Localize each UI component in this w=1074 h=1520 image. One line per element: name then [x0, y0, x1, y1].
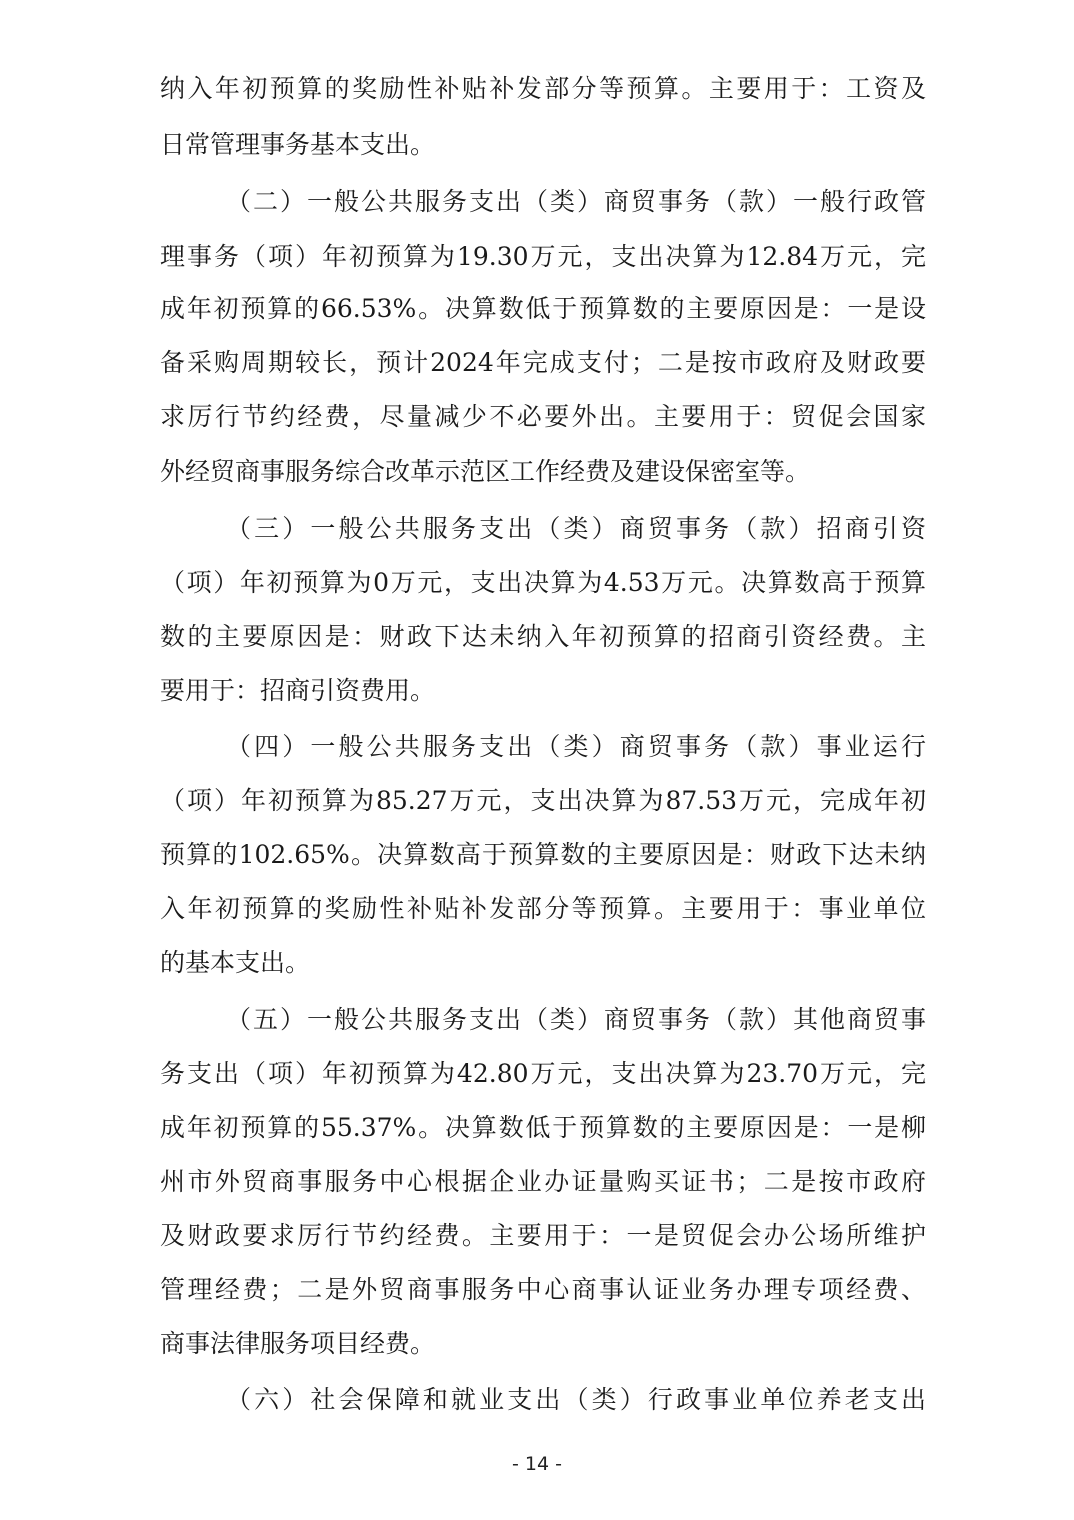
text-line: 理事务（项）年初预算为19.30万元，支出决算为12.84万元，完: [160, 242, 926, 271]
text-line: 入年初预算的奖励性补贴补发部分等预算。主要用于：事业单位: [160, 894, 926, 923]
text-line: 务支出（项）年初预算为42.80万元，支出决算为23.70万元，完: [160, 1059, 926, 1088]
text-line: 的基本支出。: [160, 948, 311, 977]
text-line: 成年初预算的55.37%。决算数低于预算数的主要原因是：一是柳: [160, 1113, 926, 1142]
text-line: 要用于：招商引资费用。: [160, 676, 436, 705]
text-line: 纳入年初预算的奖励性补贴补发部分等预算。主要用于：工资及: [160, 74, 926, 103]
page-number: - 14 -: [512, 1453, 562, 1475]
text-line: （二）一般公共服务支出（类）商贸事务（款）一般行政管: [226, 187, 926, 216]
text-line: 数的主要原因是：财政下达未纳入年初预算的招商引资经费。主: [160, 622, 926, 651]
text-line: （三）一般公共服务支出（类）商贸事务（款）招商引资: [226, 514, 926, 543]
text-line: （四）一般公共服务支出（类）商贸事务（款）事业运行: [226, 732, 926, 761]
text-line: 及财政要求厉行节约经费。主要用于：一是贸促会办公场所维护: [160, 1221, 926, 1250]
text-line: 成年初预算的66.53%。决算数低于预算数的主要原因是：一是设: [160, 294, 926, 323]
text-line: 预算的102.65%。决算数高于预算数的主要原因是：财政下达未纳: [160, 840, 926, 869]
text-line: （六）社会保障和就业支出（类）行政事业单位养老支出: [226, 1385, 926, 1414]
text-line: 州市外贸商事服务中心根据企业办证量购买证书；二是按市政府: [160, 1167, 926, 1196]
text-line: 商事法律服务项目经费。: [160, 1329, 436, 1358]
text-line: （项）年初预算为85.27万元，支出决算为87.53万元，完成年初: [160, 786, 926, 815]
text-line: （项）年初预算为0万元，支出决算为4.53万元。决算数高于预算: [160, 568, 926, 597]
text-line: 管理经费；二是外贸商事服务中心商事认证业务办理专项经费、: [160, 1275, 926, 1304]
text-line: 求厉行节约经费，尽量减少不必要外出。主要用于：贸促会国家: [160, 402, 926, 431]
text-line: 日常管理事务基本支出。: [160, 130, 436, 159]
text-line: 外经贸商事服务综合改革示范区工作经费及建设保密室等。: [160, 457, 811, 486]
text-line: （五）一般公共服务支出（类）商贸事务（款）其他商贸事: [226, 1005, 926, 1034]
text-line: 备采购周期较长，预计2024年完成支付；二是按市政府及财政要: [160, 348, 926, 377]
